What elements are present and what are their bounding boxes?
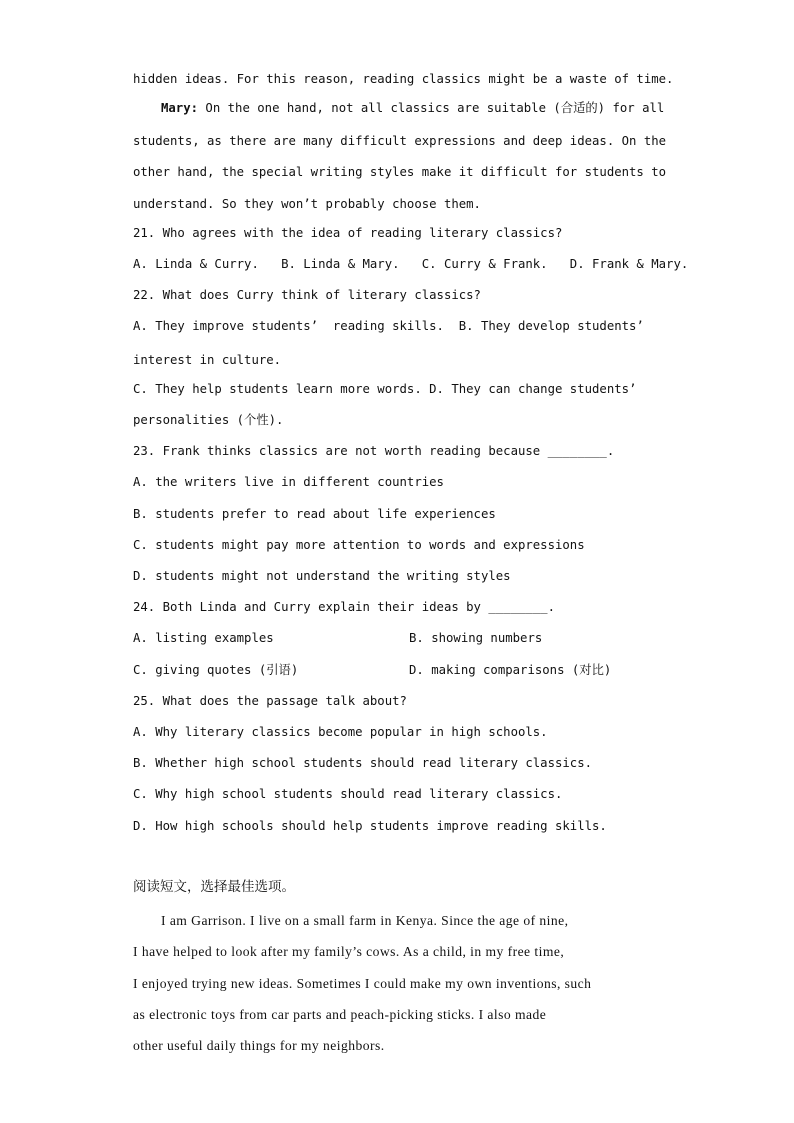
question-23-option-c: C. students might pay more attention to words and expressions: [133, 538, 585, 552]
question-22-options-line: A. They improve students’ reading skills. B. They develop students’: [133, 319, 644, 333]
question-24-option-b: B. showing numbers: [409, 631, 543, 645]
passage-line: other hand, the special writing styles make it difficult for students to: [133, 165, 667, 179]
question-22-options-line: personalities (个性).: [133, 413, 284, 427]
question-23-option-a: A. the writers live in different countries: [133, 475, 444, 489]
passage-line: hidden ideas. For this reason, reading classics might be a waste of time.: [133, 72, 674, 86]
mary-text: On the one hand, not all classics are suitable (合适的) for all: [198, 101, 665, 115]
question-24-stem: 24. Both Linda and Curry explain their ideas by ________.: [133, 600, 555, 614]
question-23-option-d: D. students might not understand the writing styles: [133, 569, 511, 583]
question-23-option-b: B. students prefer to read about life experiences: [133, 507, 496, 521]
question-22-stem: 22. What does Curry think of literary classics?: [133, 288, 481, 302]
question-21-stem: 21. Who agrees with the idea of reading literary classics?: [133, 226, 563, 240]
passage2-line: I am Garrison. I live on a small farm in Kenya. Since the age of nine,: [161, 913, 569, 928]
question-24-option-d: D. making comparisons (对比): [409, 663, 612, 677]
mary-paragraph-first-line: [161, 100, 664, 116]
section-instruction: 阅读短文，选择最佳选项。: [133, 879, 295, 895]
passage-line: understand. So they won’t probably choose them.: [133, 197, 481, 211]
question-25-option-d: D. How high schools should help students improve reading skills.: [133, 819, 607, 833]
question-25-option-a: A. Why literary classics become popular in high schools.: [133, 725, 548, 739]
question-24-option-c: C. giving quotes (引语): [133, 663, 299, 677]
question-25-stem: 25. What does the passage talk about?: [133, 694, 407, 708]
question-22-options-line: interest in culture.: [133, 353, 282, 367]
question-23-stem: 23. Frank thinks classics are not worth reading because ________.: [133, 444, 615, 458]
passage2-line: as electronic toys from car parts and peach-picking sticks. I also made: [133, 1007, 547, 1022]
passage2-line: other useful daily things for my neighbors.: [133, 1038, 385, 1053]
question-25-option-c: C. Why high school students should read literary classics.: [133, 787, 563, 801]
passage2-line: I have helped to look after my family’s cows. As a child, in my free time,: [133, 944, 565, 959]
passage2-line: I enjoyed trying new ideas. Sometimes I could make my own inventions, such: [133, 976, 592, 991]
speaker-name-mary: Mary:: [161, 101, 199, 115]
passage-line: students, as there are many difficult expressions and deep ideas. On the: [133, 134, 667, 148]
question-25-option-b: B. Whether high school students should read literary classics.: [133, 756, 593, 770]
question-24-option-a: A. listing examples: [133, 631, 274, 645]
question-21-options: A. Linda & Curry. B. Linda & Mary. C. Curry & Frank. D. Frank & Mary.: [133, 257, 689, 271]
question-22-options-line: C. They help students learn more words. D. They can change students’: [133, 382, 637, 396]
